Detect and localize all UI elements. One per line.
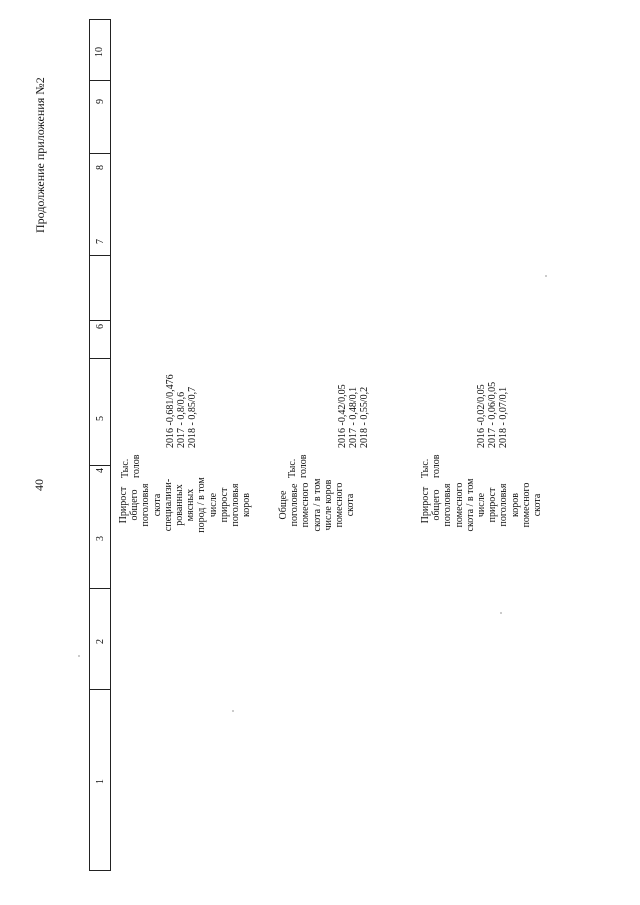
column-divider	[89, 320, 111, 321]
column-divider	[89, 153, 111, 154]
column-divider	[89, 255, 111, 256]
value-line: 2016 -0,681/0,476	[165, 374, 176, 448]
column-divider	[89, 80, 111, 81]
indicator-line: скота	[345, 493, 357, 517]
unit-line: голов	[431, 454, 443, 478]
column-number-7: 7	[95, 239, 106, 244]
value-line: 2017 - 0,06/0,05	[487, 381, 499, 448]
indicator-line: помесного	[453, 482, 465, 528]
indicator-line: скота / в том	[464, 478, 476, 532]
indicator-line: скота / в том	[311, 478, 323, 532]
indicator-line: числе	[207, 492, 219, 518]
indicator-line: прирост	[487, 487, 499, 523]
indicator-line: скота	[151, 493, 163, 517]
column-number-4: 4	[95, 468, 106, 473]
unit-cell	[420, 455, 442, 478]
indicator-line: специализи-	[162, 478, 174, 532]
value-line: 2018 - 0,55/0,2	[359, 386, 371, 448]
unit-line: Тыс.	[287, 458, 298, 478]
value-line: 2017 - 0,8/0,6	[176, 391, 188, 448]
unit-line: голов	[131, 454, 143, 478]
value-line: 2018 - 0,07/0,1	[498, 386, 510, 448]
indicator-line: помесного	[520, 482, 532, 528]
table-border-left	[89, 870, 111, 871]
page-number: 40	[32, 479, 46, 491]
column-number-9: 9	[95, 99, 106, 104]
value-line: 2017 - 0,48/0,1	[348, 386, 360, 448]
unit-line: Тыс.	[120, 458, 131, 478]
value-line: 2016 -0,02/0,05	[476, 384, 487, 448]
value-line: 2016 -0,42/0,05	[337, 384, 348, 448]
indicator-line: помесного	[334, 482, 346, 528]
unit-cell	[287, 455, 309, 478]
indicator-line: Прирост	[420, 486, 431, 524]
indicator-line: прирост	[218, 487, 230, 523]
indicator-line: помесного	[300, 482, 312, 528]
column-number-10: 10	[94, 47, 105, 57]
appendix-continuation-note: Продолжение приложения №2	[33, 77, 47, 233]
indicator-line: коров	[241, 492, 253, 518]
indicator-line: коров	[509, 492, 521, 518]
indicator-line: числе коров	[322, 479, 334, 531]
column-number-1: 1	[95, 779, 106, 784]
values-cell	[165, 374, 199, 448]
values-cell	[476, 382, 510, 448]
indicator-line: поголовья	[140, 483, 152, 527]
column-divider	[89, 358, 111, 359]
indicator-line: Общее	[278, 490, 289, 520]
indicator-line: поголовья	[498, 483, 510, 527]
column-divider	[89, 465, 111, 466]
indicator-line: числе	[476, 492, 488, 518]
indicator-line: поголовья	[230, 483, 242, 527]
column-number-6: 6	[95, 324, 106, 329]
table-header-divider	[110, 19, 111, 870]
scan-speck	[500, 612, 502, 614]
values-cell	[337, 384, 371, 448]
indicator-line: общего	[129, 489, 141, 521]
scan-speck	[78, 655, 80, 657]
column-number-5: 5	[95, 416, 106, 421]
table-border-top	[89, 19, 90, 870]
indicator-line: Прирост	[118, 486, 129, 524]
scan-speck	[232, 710, 234, 712]
column-number-8: 8	[95, 165, 106, 170]
column-divider	[89, 588, 111, 589]
indicator-line: рованных	[174, 484, 186, 526]
indicator-line: поголовья	[442, 483, 454, 527]
column-number-3: 3	[95, 536, 106, 541]
indicator-line: общего	[431, 489, 443, 521]
column-divider	[89, 689, 111, 690]
value-line: 2018 - 0,85/0,7	[187, 386, 199, 448]
unit-line: Тыс.	[420, 458, 431, 478]
indicator-line: мясных	[185, 488, 197, 522]
indicator-line: поголовье	[289, 483, 301, 527]
scan-speck	[545, 275, 547, 277]
indicator-line: пород / в том	[196, 477, 208, 533]
column-number-2: 2	[95, 639, 106, 644]
unit-cell	[120, 455, 142, 478]
table-border-right	[89, 19, 111, 20]
indicator-line: скота	[532, 493, 544, 517]
unit-line: голов	[298, 454, 310, 478]
